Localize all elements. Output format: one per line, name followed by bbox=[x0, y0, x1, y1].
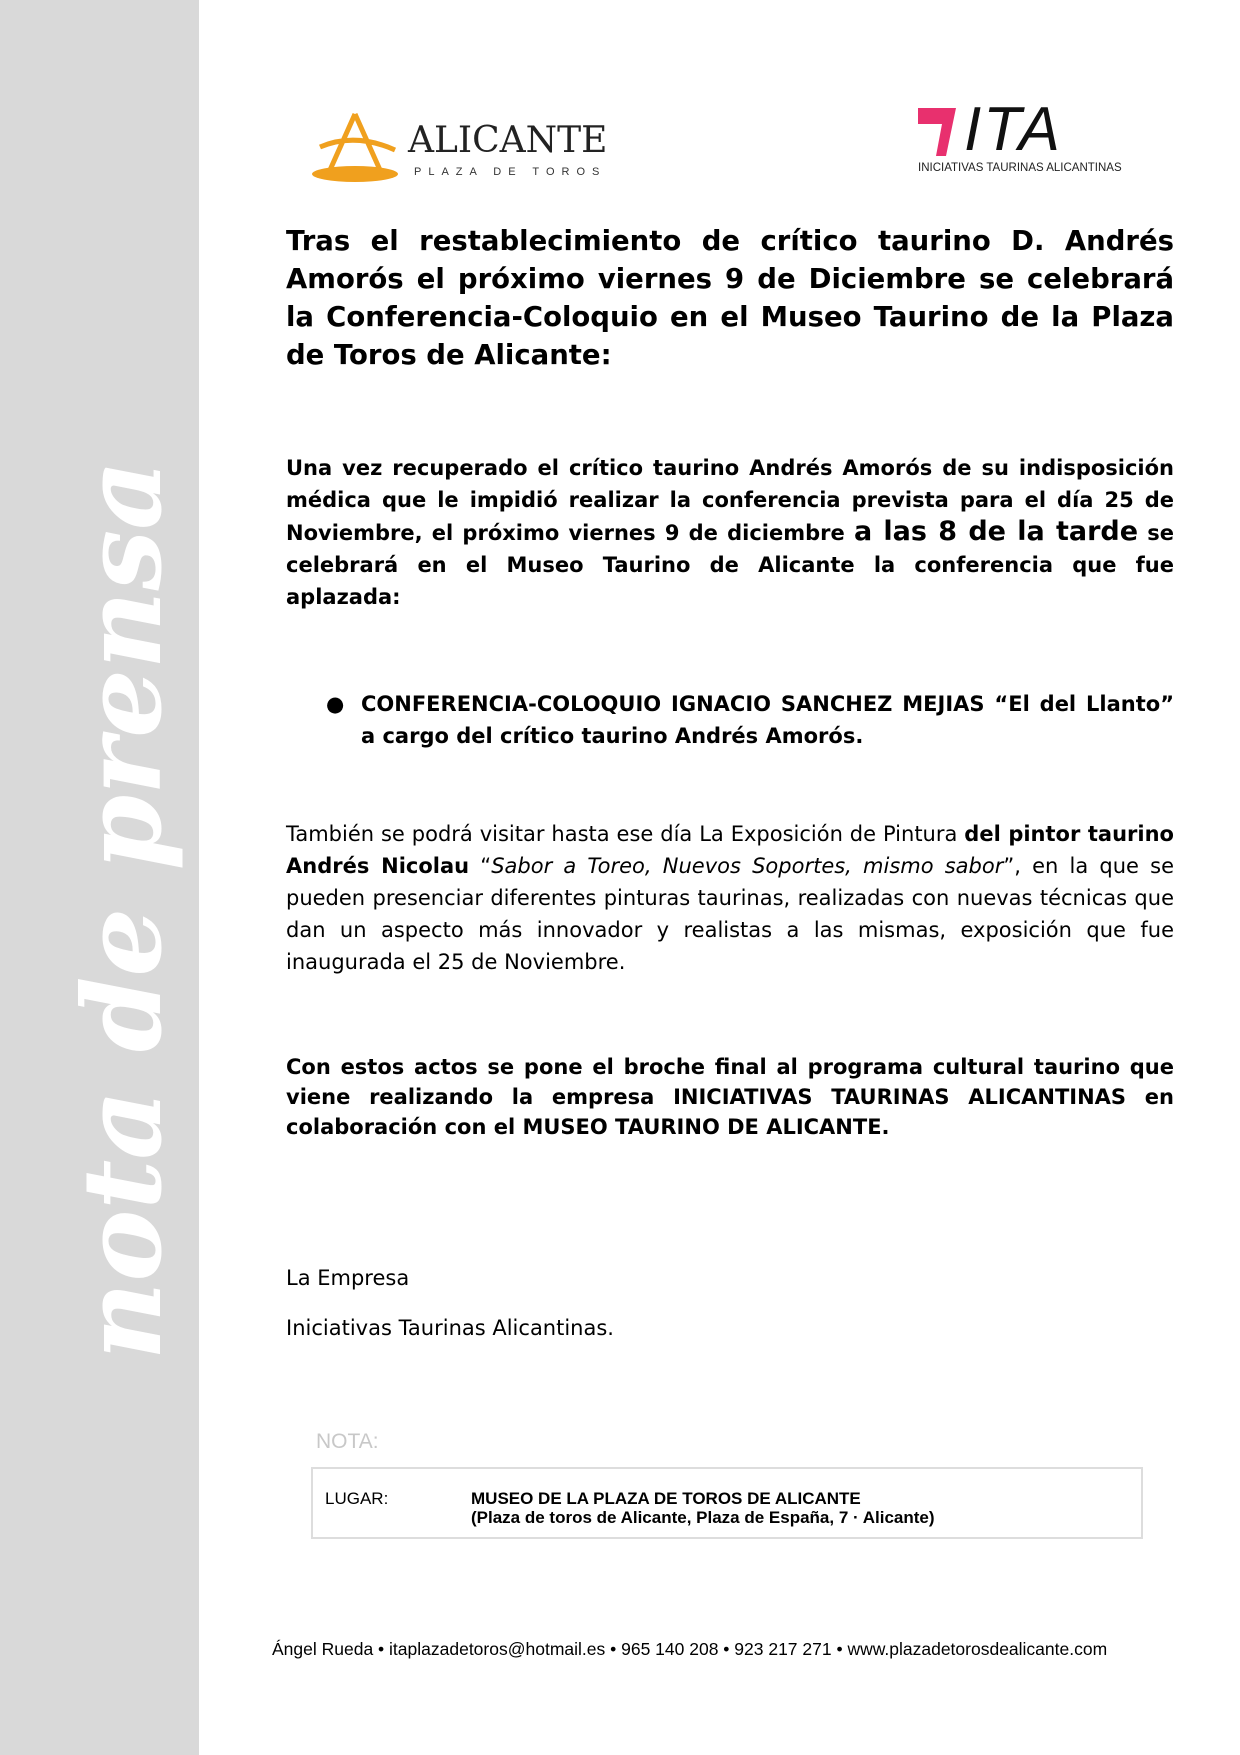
ita-logo bbox=[918, 95, 1144, 178]
logo-name: ITA bbox=[964, 95, 1062, 164]
alicante-plaza-de-toros-logo bbox=[310, 112, 640, 187]
text: Una vez recuperado el crítico taurino Andrés Amorós de su indisposición médica que le impidió realizar la conferencia prevista para el día 25 de Noviembre, el próximo viernes 9 de diciembre bbox=[286, 456, 1174, 545]
text: También se podrá visitar hasta ese día La Exposición de Pintura bbox=[286, 822, 965, 846]
text: ”, en la que se pueden presenciar diferentes pinturas taurinas, realizadas con nuevas técnicas que dan un aspecto más innovador y realistas a las mismas, exposición que fue inaugurada el 25 de Noviembre. bbox=[286, 854, 1174, 974]
paragraph-closing: Con estos actos se pone el broche final al programa cultural taurino que viene realizando la empresa INICIATIVAS TAURINAS ALICANTINAS en colaboración con el MUSEO TAURINO DE ALICANTE. bbox=[286, 1055, 1174, 1139]
bullet-icon: ● bbox=[326, 692, 345, 716]
contact-footer: Ángel Rueda • itaplazadetoros@hotmail.es • 965 140 208 • 923 217 271 • www.plazadetorosdealicante.com bbox=[272, 1639, 1108, 1659]
ita-mark-icon bbox=[918, 108, 958, 156]
exhibition-title: Sabor a Toreo, Nuevos Soportes, mismo sabor bbox=[491, 854, 1004, 878]
paragraph-exhibition bbox=[286, 818, 1174, 978]
logo-subtitle: INICIATIVAS TAURINAS ALICANTINAS bbox=[918, 162, 1122, 174]
bullet-text: CONFERENCIA-COLOQUIO IGNACIO SANCHEZ MEJIAS “El del Llanto” a cargo del crítico taurino Andrés Amorós. bbox=[361, 692, 1174, 748]
sidebar-band bbox=[0, 0, 199, 1755]
logo-subtitle: PLAZA DE TOROS bbox=[414, 166, 607, 178]
venue-label: LUGAR: bbox=[325, 1489, 389, 1508]
venue-name: MUSEO DE LA PLAZA DE TOROS DE ALICANTE bbox=[471, 1489, 861, 1508]
signature-line-1: La Empresa bbox=[286, 1266, 410, 1290]
paragraph-announcement bbox=[286, 452, 1174, 613]
venue-address: (Plaza de toros de Alicante, Plaza de España, 7 · Alicante) bbox=[471, 1508, 935, 1527]
venue-value bbox=[471, 1489, 935, 1527]
sidebar-vertical-text: nota de prensa bbox=[60, 459, 186, 1361]
headline: Tras el restablecimiento de crítico taurino D. Andrés Amorós el próximo viernes 9 de Diciembre se celebrará la Conferencia-Coloquio en el Museo Taurino de la Plaza de Toros de Alicante: bbox=[286, 225, 1174, 371]
signature-line-2: Iniciativas Taurinas Alicantinas. bbox=[286, 1316, 614, 1340]
logo-name: ALICANTE bbox=[408, 120, 608, 161]
time-emphasis: a las 8 de la tarde bbox=[853, 516, 1139, 547]
bullet-item bbox=[326, 688, 1174, 752]
text: se celebrará en el Museo Taurino de Alicante la conferencia que fue aplazada: bbox=[286, 521, 1174, 609]
nota-heading: NOTA: bbox=[316, 1430, 379, 1453]
venue-box bbox=[311, 1467, 1143, 1539]
arena-logo-icon bbox=[310, 112, 400, 187]
text: “ bbox=[469, 854, 492, 878]
text-bold: del pintor taurino Andrés Nicolau bbox=[286, 822, 1174, 878]
